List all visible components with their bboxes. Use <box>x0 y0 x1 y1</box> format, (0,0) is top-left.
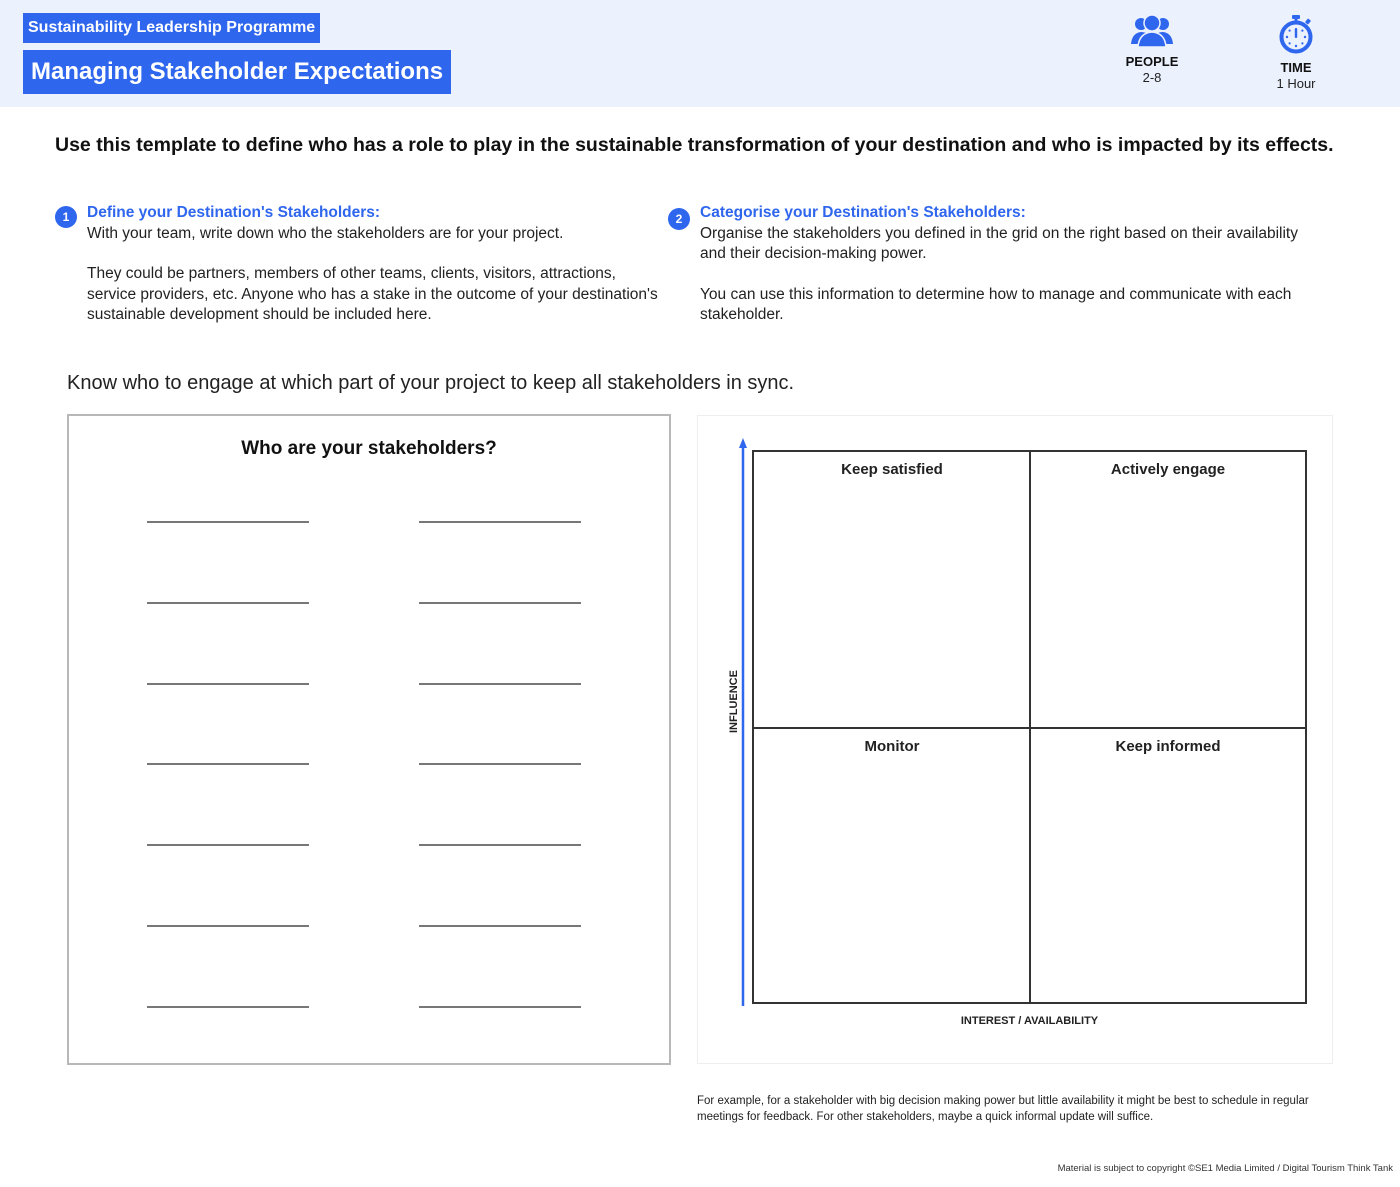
stakeholder-write-line[interactable] <box>147 1006 309 1008</box>
people-label: PEOPLE <box>1125 54 1179 69</box>
copyright-text: Material is subject to copyright ©SE1 Media Limited / Digital Tourism Think Tank <box>1057 1163 1393 1174</box>
grid-divider-horizontal <box>754 727 1305 729</box>
time-value: 1 Hour <box>1276 76 1316 91</box>
step-heading: Define your Destination's Stakeholders: <box>87 204 381 221</box>
step-paragraph: Organise the stakeholders you defined in the grid on the right based on their availability and their decision-making power. <box>700 224 1298 262</box>
stakeholder-write-line[interactable] <box>419 763 581 765</box>
step-2 <box>668 203 1318 326</box>
step-paragraph: You can use this information to determine how to manage and communicate with each stakeholder. <box>700 285 1292 323</box>
matrix-grid <box>752 450 1307 1004</box>
stakeholders-box-title: Who are your stakeholders? <box>241 438 497 459</box>
stakeholders-box <box>67 414 671 1065</box>
quadrant-keep-informed: Keep informed <box>1115 738 1221 755</box>
stakeholder-write-line[interactable] <box>147 683 309 685</box>
quadrant-monitor: Monitor <box>864 738 920 755</box>
page-title: Managing Stakeholder Expectations <box>23 50 451 94</box>
stakeholder-write-line[interactable] <box>419 844 581 846</box>
stakeholder-write-line[interactable] <box>419 521 581 523</box>
example-text: For example, for a stakeholder with big decision making power but little availability it might be best to schedule in regular meetings for feedback. For other stakeholders, maybe a quick informal update will suffice. <box>697 1095 1309 1123</box>
stakeholder-write-line[interactable] <box>147 925 309 927</box>
people-value: 2-8 <box>1142 70 1162 85</box>
stakeholder-write-line[interactable] <box>147 763 309 765</box>
stakeholder-matrix: INFLUENCE Keep satisfied Actively engage Monitor Keep informed INTEREST / AVAILABILITY <box>697 415 1333 1064</box>
influence-axis-arrow-icon <box>739 438 747 1006</box>
step-1 <box>55 203 665 326</box>
intro-text: Use this template to define who has a role to play in the sustainable transformation of your destination and who is impacted by its effects. <box>55 134 1334 156</box>
programme-label: Sustainability Leadership Programme <box>23 13 320 43</box>
step-number-badge: 2 <box>668 208 690 230</box>
stakeholder-write-line[interactable] <box>147 844 309 846</box>
stakeholder-write-line[interactable] <box>147 521 309 523</box>
time-info <box>1251 14 1341 91</box>
time-label: TIME <box>1280 60 1312 75</box>
stakeholder-write-line[interactable] <box>419 1006 581 1008</box>
step-number-badge: 1 <box>55 206 77 228</box>
step-paragraph: With your team, write down who the stakeholders are for your project. <box>87 224 564 242</box>
quadrant-keep-satisfied: Keep satisfied <box>841 461 943 478</box>
sync-text: Know who to engage at which part of your project to keep all stakeholders in sync. <box>67 372 795 394</box>
header <box>0 0 1400 107</box>
x-axis-label: INTEREST / AVAILABILITY <box>960 1015 1099 1027</box>
stakeholder-write-line[interactable] <box>419 683 581 685</box>
stakeholder-write-line[interactable] <box>419 925 581 927</box>
people-info <box>1107 14 1197 85</box>
people-group-icon <box>1129 14 1175 48</box>
step-heading: Categorise your Destination's Stakeholders: <box>700 204 1026 221</box>
step-paragraph: They could be partners, members of other teams, clients, visitors, attractions, service providers, etc. Anyone who has a stake in the outcome of your destination's sustainable development should be included here. <box>87 265 658 323</box>
stakeholder-write-line[interactable] <box>147 602 309 604</box>
quadrant-actively-engage: Actively engage <box>1110 461 1226 478</box>
stopwatch-icon <box>1276 14 1316 54</box>
stakeholder-write-line[interactable] <box>419 602 581 604</box>
